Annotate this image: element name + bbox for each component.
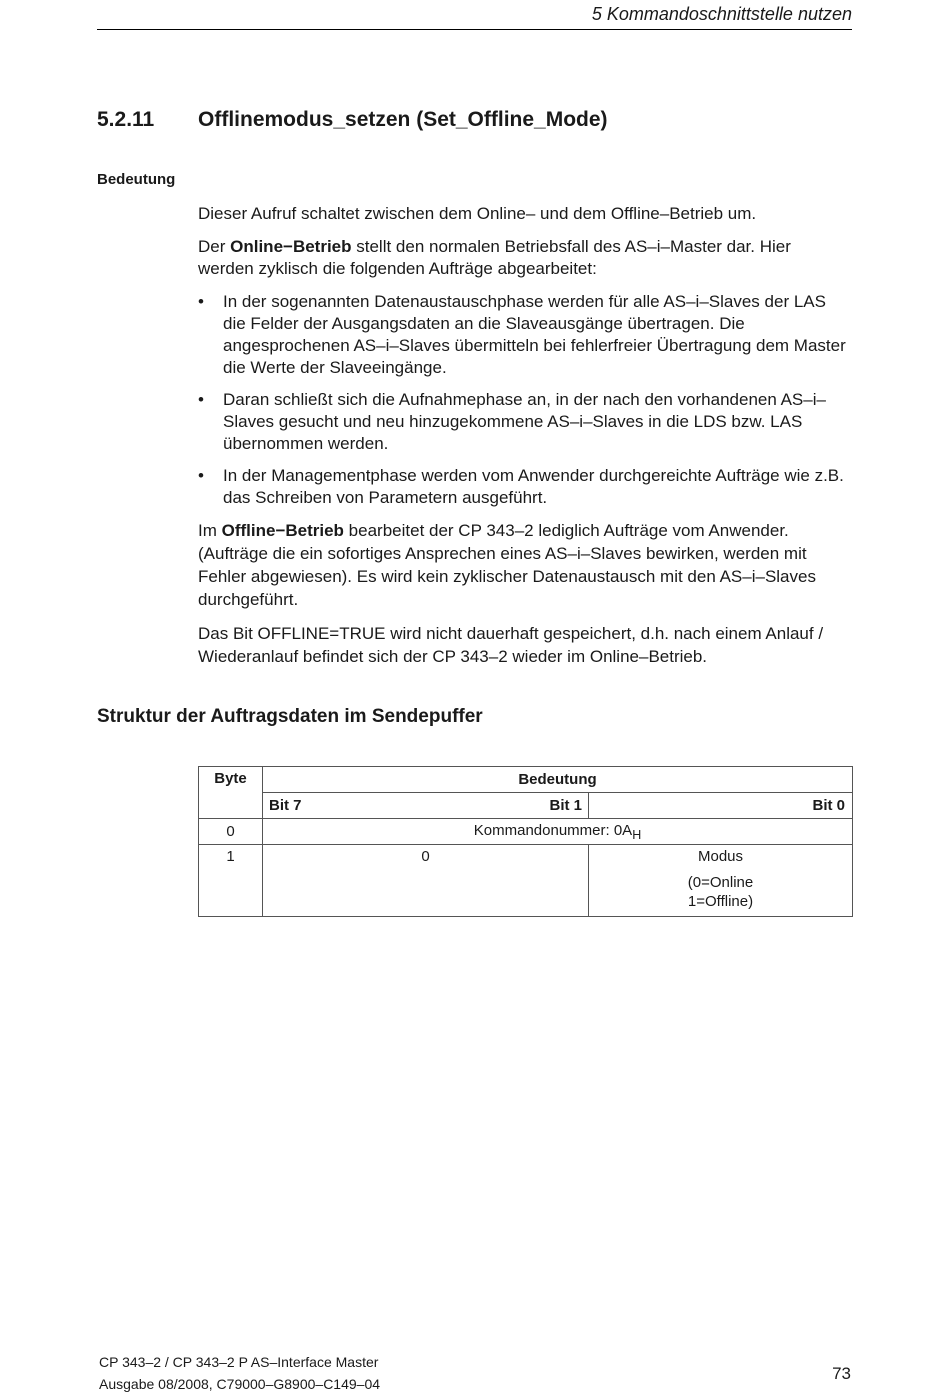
section-number: 5.2.11 [97,108,155,131]
list-item: • In der Managementphase werden vom Anwender durchgereichte Aufträge wie z.B. das Schreiben von Parametern ausgeführt. [198,466,844,507]
table-bit-row [199,793,853,819]
header-byte: Byte [199,767,263,819]
offline-betrieb-term: Offline−Betrieb [221,521,344,540]
paragraph-2: Der Online−Betrieb stellt den normalen Betriebsfall des AS–i–Master dar. Hier werden zyklisch die folgenden Aufträge abgearbeitet: [198,237,791,278]
bit-range-cell [263,793,589,819]
structure-heading: Struktur der Auftragsdaten im Sendepuffer [97,706,483,727]
bedeutung-label: Bedeutung [97,171,176,188]
online-betrieb-term: Online−Betrieb [230,237,352,256]
table-header-row [199,767,853,793]
section-heading: Offlinemodus_setzen (Set_Offline_Mode) [198,108,608,131]
modus-online: (0=Online [687,874,754,891]
modus-offline: 1=Offline) [687,893,754,910]
modus-label: Modus [697,848,744,865]
bit0-label: Bit 0 [589,793,853,819]
paragraph-4: Das Bit OFFLINE=TRUE wird nicht dauerhaft gespeichert, d.h. nach einem Anlauf / Wiederanlauf befindet sich der CP 343–2 wieder im Online–Betrieb. [198,624,824,666]
list-item: • Daran schließt sich die Aufnahmephase an, in der nach den vorhandenen AS–i–Slaves gesucht und neu hinzugekommene AS–i–Slaves in die LDS bzw. LAS übernommen werden. [198,390,826,453]
row0-byte: 0 [199,819,263,845]
bullet-icon: • [198,292,204,311]
row1-value: 0 [263,845,589,917]
list-item: • In der sogenannten Datenaustauschphase werden für alle AS–i–Slaves der LAS die Felder der Ausgangsdaten an die Slaveausgänge übertragen. Die angesprochenen AS–i–Slaves übermitteln bei fehlerfreier Übertragung dem Master die Werte der Slaveeingänge. [198,292,846,377]
bullet-icon: • [198,390,204,409]
running-header: 5 Kommandoschnittstelle nutzen [591,4,852,24]
body-text [198,203,850,679]
row1-modus [589,845,853,917]
send-buffer-table [198,766,853,917]
section-title [97,108,608,132]
row0-command: Kommandonummer: $0A_H$ [263,819,853,845]
paragraph-3: Im Offline−Betrieb bearbeitet der CP 343–2 lediglich Aufträge vom Anwender. (Aufträge die ein sofortiges Ansprechen eines AS–i–Slaves bewirken, werden mit Fehler abgewiesen). Es wird kein zyklischer Datenaustausch mit den AS–i–Slaves durchgeführt. [198,521,816,609]
row1-byte: 1 [199,845,263,917]
footer-product: CP 343–2 / CP 343–2 P AS–Interface Master [99,1354,379,1370]
table-row [199,845,853,917]
page-number: 73 [832,1364,851,1383]
bit1-label: Bit 1 [549,797,582,814]
bit7-label: Bit 7 [269,797,302,814]
footer-edition: Ausgabe 08/2008, C79000–G8900–C149–04 [99,1376,381,1392]
hex-subscript: H [632,827,642,842]
paragraph-1: Dieser Aufruf schaltet zwischen dem Online– und dem Offline–Betrieb um. [198,204,757,223]
bullet-list [198,291,850,509]
footer [99,1351,380,1395]
bullet-icon: • [198,466,204,485]
header-bedeutung: Bedeutung [263,767,853,793]
header-rule [97,29,852,30]
table-row [199,819,853,845]
